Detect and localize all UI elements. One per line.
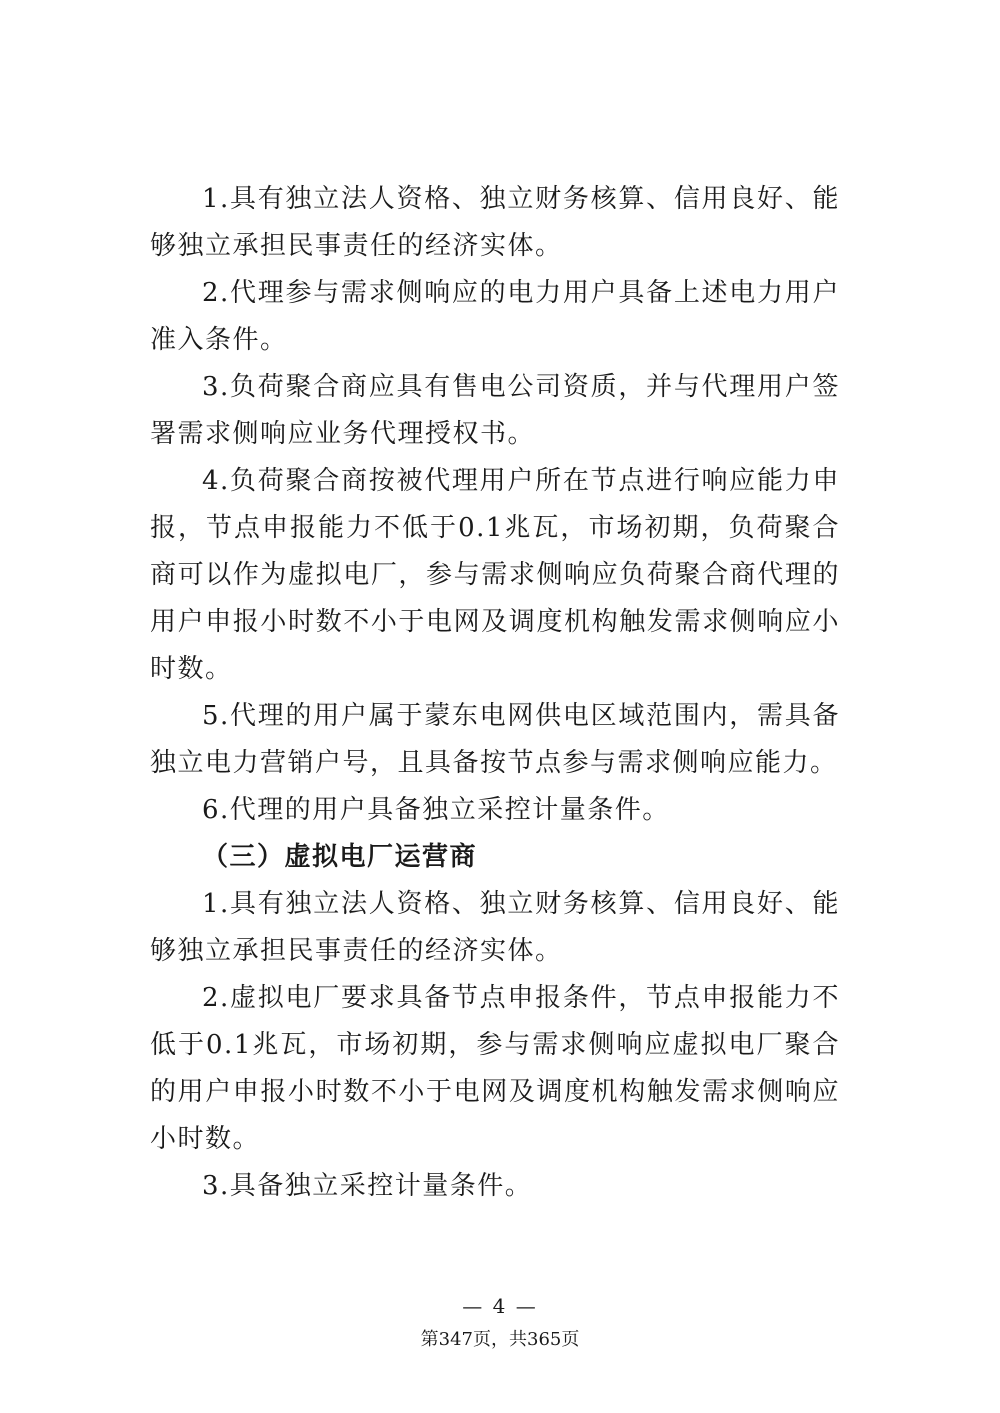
paragraph-vpp-3: 3.具备独立采控计量条件。 xyxy=(202,1171,533,1201)
page-count: 第347页，共365页 xyxy=(420,1329,580,1350)
paragraph-agg-5: 5.代理的用户属于蒙东电网供电区域范围内，需具备独立电力营销户号，且具备按节点参与需求侧响应能力。 xyxy=(150,701,840,778)
paragraph-vpp-1: 1.具有独立法人资格、独立财务核算、信用良好、能够独立承担民事责任的经济实体。 xyxy=(150,889,840,966)
paragraph-agg-1: 1.具有独立法人资格、独立财务核算、信用良好、能够独立承担民事责任的经济实体。 xyxy=(150,184,840,261)
paragraph-agg-4: 4.负荷聚合商按被代理用户所在节点进行响应能力申报，节点申报能力不低于0.1兆瓦，市场初期，负荷聚合商可以作为虚拟电厂，参与需求侧响应负荷聚合商代理的用户申报小时数不小于电网及调度机构触发需求侧响应小时数。 xyxy=(150,466,840,684)
paragraph-agg-2: 2.代理参与需求侧响应的电力用户具备上述电力用户准入条件。 xyxy=(150,278,840,355)
paragraph-agg-3: 3.负荷聚合商应具有售电公司资质，并与代理用户签署需求侧响应业务代理授权书。 xyxy=(150,372,840,449)
section-heading-virtual-power-plant: （三）虚拟电厂运营商 xyxy=(202,842,478,872)
paragraph-agg-6: 6.代理的用户具备独立采控计量条件。 xyxy=(202,795,670,825)
page-number: — 4 — xyxy=(462,1294,538,1318)
paragraph-vpp-2: 2.虚拟电厂要求具备节点申报条件，节点申报能力不低于0.1兆瓦，市场初期，参与需求侧响应虚拟电厂聚合的用户申报小时数不小于电网及调度机构触发需求侧响应小时数。 xyxy=(150,983,840,1154)
document-body xyxy=(150,176,840,1210)
